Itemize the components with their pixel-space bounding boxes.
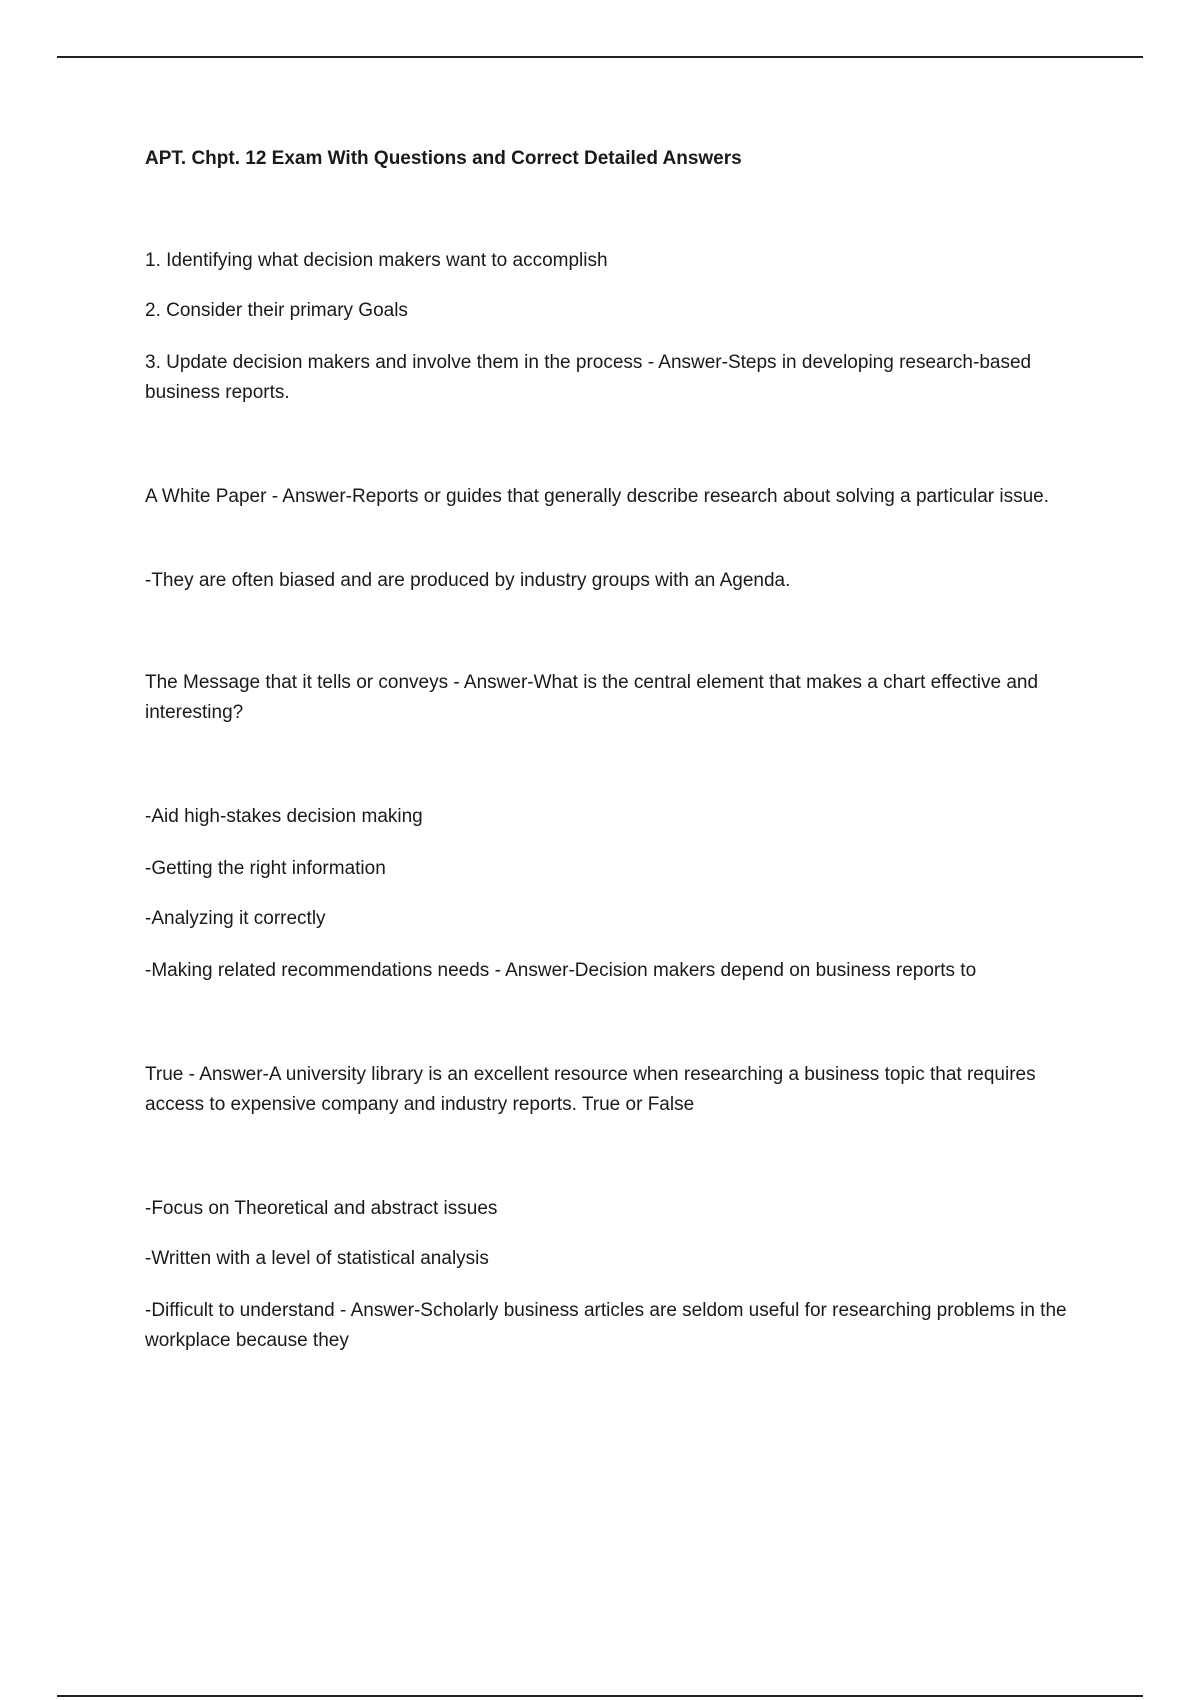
paragraph-chart-message: The Message that it tells or conveys - Answer-What is the central element that makes a chart effective and interesting? <box>145 672 1039 723</box>
paragraph-step-1: 1. Identifying what decision makers want to accomplish <box>145 250 608 271</box>
footer-rule <box>57 1695 1143 1697</box>
paragraph-white-paper: A White Paper - Answer-Reports or guides that generally describe research about solving a particular issue. <box>145 486 1050 507</box>
paragraph-analyzing: -Analyzing it correctly <box>145 908 326 929</box>
paragraph-theoretical: -Focus on Theoretical and abstract issues <box>145 1198 498 1219</box>
header-rule <box>57 56 1143 58</box>
paragraph-aid-decision: -Aid high-stakes decision making <box>145 806 423 827</box>
paragraph-recommendations: -Making related recommendations needs - Answer-Decision makers depend on business reports to <box>145 960 977 981</box>
paragraph-statistical: -Written with a level of statistical analysis <box>145 1248 489 1269</box>
document-title: APT. Chpt. 12 Exam With Questions and Correct Detailed Answers <box>145 148 742 169</box>
paragraph-scholarly: -Difficult to understand - Answer-Scholarly business articles are seldom useful for researching problems in the workplace because they <box>145 1300 1067 1351</box>
paragraph-step-2: 2. Consider their primary Goals <box>145 300 408 321</box>
paragraph-right-information: -Getting the right information <box>145 858 386 879</box>
paragraph-university-library: True - Answer-A university library is an excellent resource when researching a business topic that requires access to expensive company and industry reports. True or False <box>145 1064 1036 1115</box>
paragraph-step-3: 3. Update decision makers and involve them in the process - Answer-Steps in developing research-based business reports. <box>145 352 1032 403</box>
paragraph-white-paper-bias: -They are often biased and are produced by industry groups with an Agenda. <box>145 570 791 591</box>
